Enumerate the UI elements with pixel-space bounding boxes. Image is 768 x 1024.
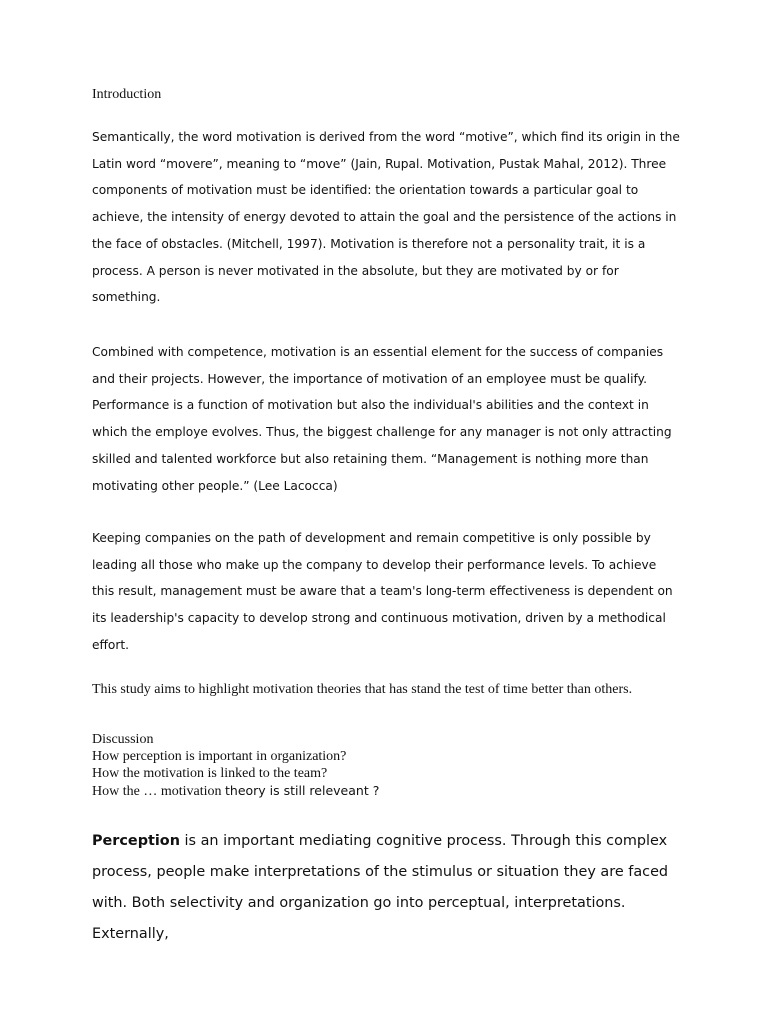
perception-term: Perception xyxy=(92,833,180,849)
perception-text: is an important mediating cognitive process. Through this complex process, people make interpretations of the stimulus or situation they are faced with. Both selectivity and organization go into perceptual, interpretations. Externally, xyxy=(92,833,669,942)
discussion-section xyxy=(92,731,692,800)
discussion-question-3-end: theory is still releveant ? xyxy=(225,783,380,798)
paragraph-study-aim: This study aims to highlight motivation theories that has stand the test of time better than others. xyxy=(92,682,633,697)
paragraph-perception xyxy=(92,826,682,950)
discussion-heading: Discussion xyxy=(92,732,154,747)
discussion-question-3-start: How the … motivation xyxy=(92,784,225,799)
introduction-heading: Introduction xyxy=(92,87,162,102)
paragraph-origin-of-motivation: Semantically, the word motivation is derived from the word “motive”, which find its origin in the Latin word “movere”, meaning to “move” (Jain, Rupal. Motivation, Pustak Mahal, 2012). Three components of motivation must be identified: the orientation towards a particular goal to achieve, the intensity of energy devoted to attain the goal and the persistence of the actions in the face of obstacles. (Mitchell, 1997). Motivation is therefore not a personality trait, it is a process. A person is never motivated in the absolute, but they are motivated by or for something. xyxy=(92,130,680,305)
discussion-question-2: How the motivation is linked to the team? xyxy=(92,766,328,781)
paragraph-development-competitiveness: Keeping companies on the path of development and remain competitive is only possible by leading all those who make up the company to develop their performance levels. To achieve this result, management must be aware that a team's long-term effectiveness is dependent on its leadership's capacity to develop strong and continuous motivation, driven by a methodical effort. xyxy=(92,531,673,652)
discussion-question-1: How perception is important in organization? xyxy=(92,749,347,764)
discussion-question-3 xyxy=(92,782,692,800)
paragraph-competence-motivation: Combined with competence, motivation is an essential element for the success of companies and their projects. However, the importance of motivation of an employee must be qualify. Performance is a function of motivation but also the individual's abilities and the context in which the employe evolves. Thus, the biggest challenge for any manager is not only attracting skilled and talented workforce but also retaining them. “Management is nothing more than motivating other people.” (Lee Lacocca) xyxy=(92,345,672,493)
